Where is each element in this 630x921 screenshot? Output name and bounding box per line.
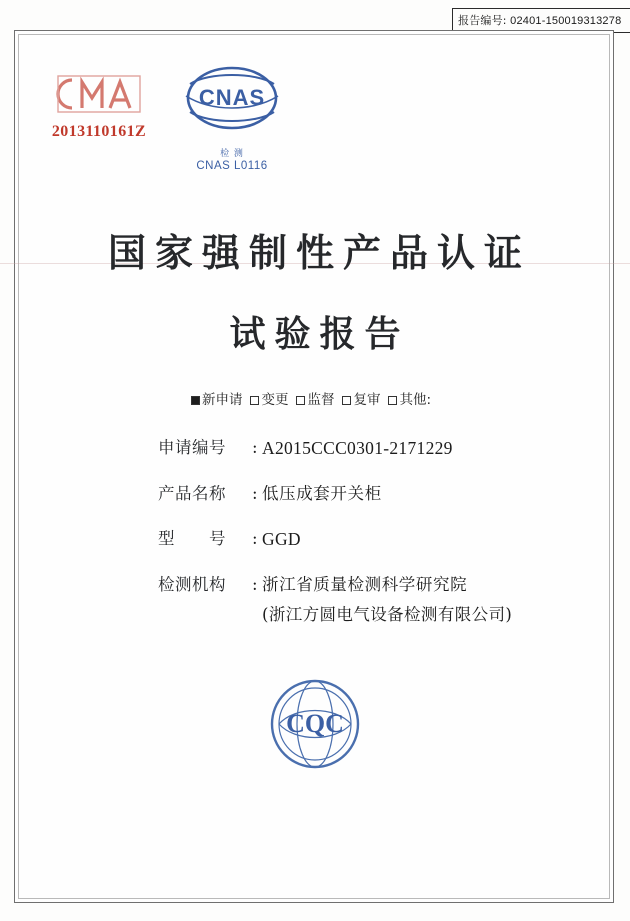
field-value: A2015CCC0301-2171229 [262,438,453,458]
application-type-option[interactable] [191,392,243,408]
checkbox-icon[interactable] [191,396,200,405]
field-label: 检测机构 [158,574,226,594]
application-type-option[interactable] [342,392,380,408]
field-colon: : [252,528,258,548]
report-number-value: 02401-150019313278 [510,15,622,27]
svg-text:CNAS: CNAS [198,85,266,110]
cnas-mark-block [172,62,292,172]
cma-certificate-number: 2013110161Z [51,123,147,140]
application-type-option[interactable] [250,392,288,408]
field-value: GGD [262,528,301,549]
field-label: 型 号 [158,528,226,548]
field-model [0,529,630,550]
cnas-logo-icon [172,62,292,145]
cnas-subtext: 检 测 [220,149,244,159]
checkbox-icon[interactable] [296,396,305,405]
field-testing-organization [0,575,630,595]
field-application-number [0,438,630,459]
field-colon: : [252,438,258,457]
report-number-label: 报告编号: [458,14,507,27]
field-label: 产品名称 [158,484,226,503]
field-testing-organization-subline: (浙江方圆电气设备检测有限公司) [262,604,513,624]
page-title-line2: 试验报告 [229,313,410,355]
checkbox-icon[interactable] [388,396,397,405]
cqc-seal-icon [269,678,361,770]
field-value: 低压成套开关柜 [262,484,382,503]
application-type-label: 变更 [261,392,289,408]
application-type-option[interactable] [388,392,431,408]
application-type-option[interactable] [296,392,334,408]
application-type-row [0,388,630,408]
cnas-code: CNAS L0116 [196,160,268,172]
cma-logo-icon [56,74,142,114]
field-label: 申请编号 [158,438,226,457]
field-colon: : [252,574,258,594]
checkbox-icon[interactable] [342,396,351,405]
application-type-label: 复审 [353,392,381,408]
svg-text:CQC: CQC [286,709,344,738]
field-product-name [0,484,630,504]
field-list [0,438,630,645]
application-type-label: 其他: [399,392,432,408]
field-value: 浙江省质量检测科学研究院 [262,574,468,594]
application-type-label: 新申请 [201,392,243,408]
page-title-line1: 国家强制性产品认证 [107,230,531,275]
checkbox-icon[interactable] [250,396,259,405]
field-colon: : [252,484,258,503]
application-type-label: 监督 [307,392,335,408]
cma-mark-block [44,74,154,141]
